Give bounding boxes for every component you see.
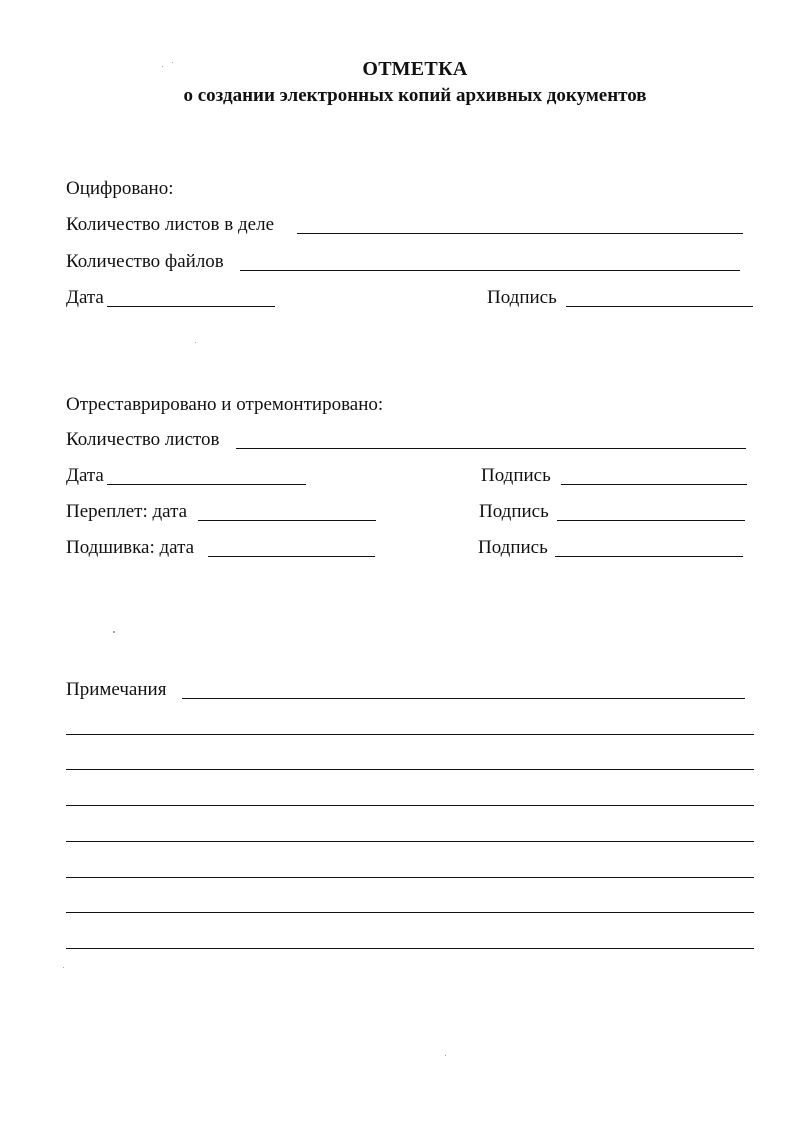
sewing-signature-field[interactable] [555,556,743,557]
restored-heading: Отреставрировано и отремонтировано: [66,394,384,415]
digitized-heading: Оцифровано: [66,178,174,199]
binding-date-label: Переплет: дата [66,501,188,522]
digitized-signature-field[interactable] [566,306,753,307]
notes-label: Примечания [66,679,167,700]
restored-sheets-field[interactable] [236,448,746,449]
scan-speck [195,342,196,343]
binding-signature-field[interactable] [557,520,745,521]
scan-speck [172,62,173,63]
restored-date-label: Дата [66,465,104,486]
notes-line[interactable] [182,698,745,699]
sewing-date-field[interactable] [208,556,375,557]
restored-signature-label: Подпись [481,465,551,486]
digitized-signature-label: Подпись [487,287,557,308]
sewing-date-label: Подшивка: дата [66,537,195,558]
binding-signature-label: Подпись [479,501,549,522]
digitized-files-field[interactable] [240,270,740,271]
scan-speck [63,967,64,968]
form-title: ОТМЕТКА [362,58,468,80]
scan-speck [162,66,163,67]
notes-line[interactable] [66,841,754,842]
restored-date-field[interactable] [107,484,306,485]
notes-line[interactable] [66,912,754,913]
restored-signature-field[interactable] [561,484,747,485]
digitized-date-label: Дата [66,287,104,308]
notes-line[interactable] [66,877,754,878]
notes-line[interactable] [66,948,754,949]
sewing-signature-label: Подпись [478,537,548,558]
notes-line[interactable] [66,734,754,735]
scan-speck [113,631,115,633]
digitized-sheets-field[interactable] [297,233,743,234]
binding-date-field[interactable] [198,520,376,521]
form-subtitle: о создании электронных копий архивных документов [183,85,647,106]
scan-speck [445,1055,446,1056]
notes-line[interactable] [66,805,754,806]
digitized-sheets-label: Количество листов в деле [66,214,275,235]
notes-line[interactable] [66,769,754,770]
digitized-date-field[interactable] [107,306,275,307]
digitized-files-label: Количество файлов [66,251,224,272]
restored-sheets-label: Количество листов [66,429,220,450]
